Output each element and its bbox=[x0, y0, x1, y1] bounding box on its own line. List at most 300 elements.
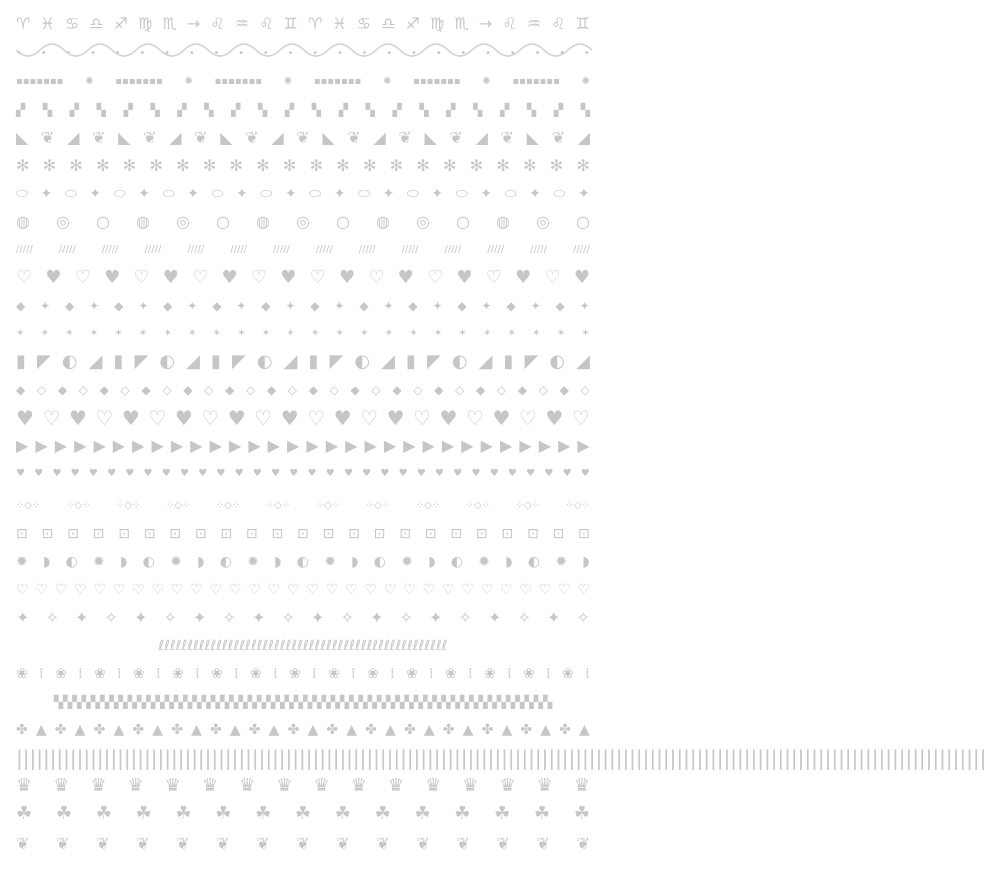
outline-hearts-row-glyph: ♡ bbox=[422, 582, 436, 598]
geometric-row-glyph: ◤ bbox=[524, 351, 539, 372]
leaves-row-glyph: ☘ bbox=[494, 803, 511, 824]
wave-line bbox=[16, 42, 590, 66]
sparkle-row-glyph: ✦ bbox=[75, 608, 89, 627]
diagonal-stripes-row bbox=[16, 238, 590, 262]
wave-dots-row-glyph: • bbox=[139, 48, 146, 59]
checker-clusters-row-glyph: ▞ bbox=[446, 103, 456, 117]
diamond-dense-row-glyph: ◇ bbox=[36, 383, 47, 397]
rose-row-glyph: ❀ bbox=[289, 666, 301, 682]
rose-row-glyph: ❀ bbox=[484, 666, 496, 682]
dots-flower-row-glyph: ▪▪▪▪▪▪▪ bbox=[115, 76, 163, 87]
triangles-row-glyph: ▶ bbox=[461, 436, 474, 455]
butterfly-row-glyph: ◢ bbox=[475, 128, 488, 147]
triangles-row-glyph: ▶ bbox=[577, 436, 590, 455]
rose-row-glyph: ❀ bbox=[523, 666, 535, 682]
triangles-row-glyph: ▶ bbox=[422, 436, 435, 455]
diamond-chain-row-glyph: ✦ bbox=[579, 299, 590, 313]
diamond-dense-row-glyph: ◆ bbox=[183, 383, 193, 397]
sun-moon-row-glyph: ◗ bbox=[582, 554, 590, 570]
loops-row bbox=[16, 634, 590, 658]
circles-row bbox=[16, 210, 590, 234]
sparkle-row-glyph: ✧ bbox=[399, 608, 413, 627]
checker-clusters-row-glyph: ▚ bbox=[419, 103, 429, 117]
checker-clusters-row-glyph: ▞ bbox=[553, 103, 564, 117]
sun-moon-row-glyph: ◗ bbox=[120, 554, 128, 570]
leaves-row-glyph: ☘ bbox=[55, 803, 72, 824]
outline-hearts-row-glyph: ♡ bbox=[170, 582, 184, 598]
feet-row-glyph: ❦ bbox=[376, 834, 390, 853]
diagonal-stripes-row-glyph: ///// bbox=[315, 244, 333, 255]
big-hearts-row-glyph: ♥ bbox=[280, 406, 299, 430]
diamond-dense-row-glyph: ◆ bbox=[559, 383, 569, 397]
dots-flower-row-glyph: ✺ bbox=[85, 76, 94, 87]
clover-triangle-row-glyph: ▲ bbox=[35, 722, 47, 738]
butterfly-row-glyph: ◣ bbox=[220, 128, 233, 147]
clover-triangle-row-glyph: ▲ bbox=[113, 722, 125, 738]
round-flower-row-glyph: ✻ bbox=[496, 156, 510, 175]
outline-hearts-row-glyph: ♡ bbox=[228, 582, 242, 598]
sparkle-row-glyph: ✧ bbox=[576, 608, 590, 627]
framed-hearts-row-glyph: ⊡ bbox=[41, 526, 54, 542]
butterfly-row-glyph: ❦ bbox=[551, 128, 566, 147]
round-flower-row-glyph: ✻ bbox=[69, 156, 83, 175]
round-flower-row-glyph: ✻ bbox=[549, 156, 564, 175]
dashed-stars-row-glyph: ✶ bbox=[212, 328, 222, 339]
diamond-dense-row-glyph: ◆ bbox=[350, 383, 360, 397]
diamond-dense-row-glyph: ◇ bbox=[245, 383, 256, 397]
feet-row-glyph: ❦ bbox=[176, 834, 190, 853]
leaf-link-row-glyph: ✦ bbox=[235, 186, 248, 202]
rose-row-glyph: ⁞ bbox=[273, 666, 278, 682]
framed-hearts-row-glyph: ⊡ bbox=[501, 526, 514, 542]
feet-row-glyph: ❦ bbox=[56, 834, 70, 853]
wave-dots-row-glyph: • bbox=[213, 48, 220, 59]
sun-moon-row-glyph: ◐ bbox=[373, 554, 386, 570]
framed-hearts-row-glyph: ⊡ bbox=[271, 526, 284, 542]
framed-hearts-row-glyph: ⊡ bbox=[67, 526, 79, 542]
zodiac-row-glyph: ♈ bbox=[307, 14, 323, 33]
dotted-diamond-row-glyph: ⁘◇⁘ bbox=[465, 500, 491, 511]
big-hearts-row-glyph: ♥ bbox=[545, 406, 564, 430]
framed-hearts-row-glyph: ⊡ bbox=[194, 526, 207, 542]
sun-moon-row bbox=[16, 550, 590, 574]
geometric-row-glyph: ◤ bbox=[231, 351, 246, 372]
framed-hearts-row-glyph: ⊡ bbox=[373, 526, 386, 542]
wave-dots-row-glyph: • bbox=[534, 48, 541, 59]
leaf-link-row-glyph: ✦ bbox=[480, 186, 493, 202]
rose-row bbox=[16, 662, 590, 686]
leaf-link-row-glyph: ✦ bbox=[382, 186, 395, 202]
geometric-row-glyph: ◢ bbox=[576, 351, 590, 372]
round-flower-row-glyph: ✻ bbox=[309, 156, 323, 175]
diamond-chain-row-glyph: ✦ bbox=[383, 299, 394, 313]
outline-hearts-row-glyph: ♡ bbox=[558, 582, 571, 598]
checker-clusters-row-glyph: ▞ bbox=[392, 103, 402, 117]
small-hearts-row-glyph: ♥ bbox=[343, 468, 353, 479]
small-hearts-row-glyph: ♥ bbox=[471, 468, 481, 479]
diamond-dense-row-glyph: ◆ bbox=[225, 383, 235, 397]
outline-hearts-row-glyph: ♡ bbox=[209, 582, 223, 598]
clover-triangle-row-glyph: ✤ bbox=[16, 722, 28, 738]
zodiac-row-glyph: ♒ bbox=[234, 14, 250, 33]
zodiac-row-glyph: ♍ bbox=[429, 14, 445, 33]
triangles-row-glyph: ▶ bbox=[170, 436, 184, 455]
triangles-row-glyph: ▶ bbox=[16, 436, 29, 455]
clover-triangle-row-glyph: ▲ bbox=[346, 722, 358, 738]
diamond-dense-row-glyph: ◆ bbox=[434, 383, 444, 397]
framed-hearts-row-glyph: ⊡ bbox=[322, 526, 335, 542]
wave-dots-row-glyph: • bbox=[435, 48, 442, 59]
butterfly-row-glyph: ◣ bbox=[118, 128, 131, 147]
leaf-link-row-glyph: ⬭ bbox=[16, 186, 28, 202]
round-flower-row-glyph: ✻ bbox=[122, 156, 137, 175]
diamond-chain-row-glyph: ✦ bbox=[138, 299, 149, 313]
feet-row-glyph: ❦ bbox=[536, 834, 550, 853]
small-hearts-row-glyph: ♥ bbox=[325, 468, 335, 479]
triangles-row-glyph: ▶ bbox=[35, 436, 48, 455]
rose-row-glyph: ⁞ bbox=[312, 666, 317, 682]
sparkle-row-glyph: ✦ bbox=[488, 608, 502, 627]
diamond-dense-row-glyph: ◇ bbox=[329, 383, 339, 397]
diagonal-stripes-row-glyph: ///// bbox=[187, 244, 205, 255]
leaves-row-glyph: ☘ bbox=[135, 803, 152, 824]
dashed-stars-row-glyph: ✶ bbox=[40, 328, 49, 339]
sparkle-row-glyph: ✦ bbox=[193, 608, 207, 627]
clover-triangle-row-glyph: ✤ bbox=[248, 722, 261, 738]
sparkle-row-glyph: ✧ bbox=[222, 608, 236, 627]
hearts-wave-row-glyph: ♡ bbox=[250, 267, 268, 288]
big-hearts-row-glyph: ♡ bbox=[571, 406, 590, 430]
diamond-chain-row-glyph: ✦ bbox=[187, 299, 198, 313]
sparkle-row-glyph: ✦ bbox=[252, 608, 266, 627]
leaf-link-row-glyph: ⬭ bbox=[113, 186, 126, 202]
leaves-row-glyph: ☘ bbox=[16, 803, 33, 824]
outline-hearts-row-glyph: ♡ bbox=[112, 582, 126, 598]
dashed-stars-row-glyph: ✶ bbox=[310, 328, 320, 339]
barcode-row bbox=[16, 746, 986, 770]
triangles-row-glyph: ▶ bbox=[93, 436, 106, 455]
small-hearts-row-glyph: ♥ bbox=[489, 468, 499, 479]
small-hearts-row-glyph: ♥ bbox=[161, 468, 171, 479]
butterfly-row-glyph: ◢ bbox=[169, 128, 182, 147]
triangles-row-glyph: ▶ bbox=[441, 436, 455, 455]
dots-flower-row-glyph: ✺ bbox=[184, 76, 193, 87]
geometric-row-glyph: ◐ bbox=[159, 351, 176, 372]
leaf-link-row-glyph: ⬭ bbox=[309, 186, 322, 202]
clover-triangle-row-glyph: ✤ bbox=[209, 722, 222, 738]
circles-row-glyph: ○ bbox=[456, 212, 470, 231]
sun-moon-row-glyph: ✹ bbox=[16, 554, 28, 570]
outline-hearts-row-glyph: ♡ bbox=[287, 582, 300, 598]
zodiac-row bbox=[16, 12, 590, 36]
dashed-stars-row-glyph: ✶ bbox=[261, 328, 271, 339]
wave-dots-row-glyph: • bbox=[312, 48, 319, 59]
sun-moon-row-glyph: ✹ bbox=[478, 554, 491, 570]
clover-triangle-row-glyph: ▲ bbox=[579, 722, 590, 738]
wave-dots-row-glyph: • bbox=[460, 48, 467, 59]
round-flower-row-glyph: ✻ bbox=[362, 156, 377, 175]
wave-dots-row-glyph: • bbox=[509, 48, 516, 59]
leaf-link-row bbox=[16, 182, 590, 206]
sparkle-row-glyph: ✦ bbox=[370, 608, 384, 627]
wave-dots-row-glyph: • bbox=[188, 48, 195, 59]
clover-triangle-row-glyph: ✤ bbox=[442, 722, 455, 738]
big-hearts-row-glyph: ♡ bbox=[360, 406, 379, 430]
outline-hearts-row-glyph: ♡ bbox=[93, 582, 106, 598]
small-hearts-row-glyph: ♥ bbox=[16, 468, 25, 479]
circles-row-glyph: ◍ bbox=[256, 212, 270, 231]
outline-hearts-row-glyph: ♡ bbox=[151, 582, 165, 598]
checker-clusters-row-glyph: ▞ bbox=[123, 103, 133, 117]
zodiac-row-glyph: ♐ bbox=[405, 14, 420, 33]
big-hearts-row-glyph: ♡ bbox=[42, 406, 61, 430]
triangles-row-glyph: ▶ bbox=[287, 436, 300, 455]
clover-triangle-row-glyph: ▲ bbox=[423, 722, 435, 738]
outline-hearts-row-glyph: ♡ bbox=[74, 582, 87, 598]
wave-dots-row-glyph: • bbox=[336, 48, 343, 59]
rose-row-glyph: ⁞ bbox=[234, 666, 239, 682]
clover-triangle-row-glyph: ✤ bbox=[520, 722, 533, 738]
diamond-chain-row-glyph: ◆ bbox=[114, 299, 124, 313]
dashed-stars-row-glyph: ✶ bbox=[532, 328, 541, 339]
leaf-link-row-glyph: ✦ bbox=[578, 186, 590, 202]
sparkle-row-glyph: ✧ bbox=[45, 608, 59, 627]
triangles-row-glyph: ▶ bbox=[325, 436, 339, 455]
leaves-row-glyph: ☘ bbox=[573, 803, 590, 824]
geometric-row-glyph: ◐ bbox=[451, 351, 468, 372]
dotted-diamond-row-glyph: ⁘◇⁘ bbox=[515, 500, 540, 511]
outline-hearts-row-glyph: ♡ bbox=[345, 582, 358, 598]
diamond-chain-row-glyph: ✦ bbox=[89, 299, 100, 313]
dashed-stars-row-glyph: ✶ bbox=[188, 328, 197, 339]
geometric-row-glyph: ▮ bbox=[406, 351, 416, 372]
sun-moon-row-glyph: ◗ bbox=[274, 554, 282, 570]
outline-hearts-row-glyph: ♡ bbox=[403, 582, 416, 598]
round-flower-row-glyph: ✻ bbox=[96, 156, 110, 175]
diagonal-stripes-row-glyph: ///// bbox=[144, 244, 162, 255]
checker-clusters-row-glyph: ▚ bbox=[580, 103, 590, 117]
sun-moon-row-glyph: ◗ bbox=[42, 554, 51, 570]
checker-clusters-row-glyph: ▞ bbox=[231, 103, 241, 117]
big-hearts-row-glyph: ♥ bbox=[227, 406, 246, 430]
circles-row-glyph: ○ bbox=[576, 212, 590, 231]
sparkle-row-glyph: ✧ bbox=[281, 608, 295, 627]
diamond-chain-row-glyph: ◆ bbox=[65, 299, 75, 313]
sun-moon-row-glyph: ✹ bbox=[170, 554, 182, 570]
butterfly-row-glyph: ◣ bbox=[424, 128, 437, 147]
checker-clusters-row-glyph: ▚ bbox=[258, 103, 268, 117]
small-hearts-row-glyph: ♥ bbox=[435, 468, 444, 479]
outline-hearts-row-glyph: ♡ bbox=[577, 582, 590, 598]
dots-flower-row-glyph: ✺ bbox=[383, 76, 392, 87]
diamond-chain-row-glyph: ✦ bbox=[40, 299, 51, 313]
small-hearts-row-glyph: ♥ bbox=[380, 468, 390, 479]
round-flower-row-glyph: ✻ bbox=[42, 156, 57, 175]
small-hearts-row-glyph: ♥ bbox=[34, 468, 44, 479]
dashed-stars-row-glyph: ✶ bbox=[286, 328, 295, 339]
sun-moon-row-glyph: ◐ bbox=[450, 554, 464, 570]
triangles-row-glyph: ▶ bbox=[480, 436, 493, 455]
crown-row-glyph: ♛ bbox=[425, 775, 442, 796]
geometric-row bbox=[16, 350, 590, 374]
diamond-dense-row-glyph: ◆ bbox=[308, 383, 318, 397]
geometric-row-glyph: ▮ bbox=[503, 351, 514, 372]
leaves-row-glyph: ☘ bbox=[294, 803, 312, 824]
round-flower-row-glyph: ✻ bbox=[389, 156, 404, 175]
sun-moon-row-glyph: ✹ bbox=[93, 554, 105, 570]
butterfly-row-glyph: ◢ bbox=[271, 128, 284, 147]
hearts-wave-row-glyph: ♥ bbox=[397, 267, 414, 288]
framed-hearts-row-glyph: ⊡ bbox=[578, 526, 590, 542]
crown-row-glyph: ♛ bbox=[536, 775, 553, 796]
outline-hearts-row bbox=[16, 578, 590, 602]
leaf-link-row-glyph: ⬭ bbox=[260, 186, 273, 202]
big-hearts-row-glyph: ♡ bbox=[307, 406, 326, 430]
diamond-dense-row bbox=[16, 378, 590, 402]
wave-dots-row-glyph: • bbox=[65, 48, 72, 59]
triangles-row-glyph: ▶ bbox=[54, 436, 68, 455]
leaves-row-glyph: ☘ bbox=[454, 803, 471, 824]
small-hearts-row bbox=[16, 462, 590, 486]
outline-hearts-row-glyph: ♡ bbox=[267, 582, 281, 598]
feet-row-glyph: ❦ bbox=[456, 834, 470, 853]
geometric-row-glyph: ◢ bbox=[478, 351, 493, 372]
outline-hearts-row-glyph: ♡ bbox=[190, 582, 203, 598]
round-flower-row-glyph: ✻ bbox=[149, 156, 163, 175]
diamond-dense-row-glyph: ◆ bbox=[392, 383, 402, 397]
rose-row-glyph: ⁞ bbox=[78, 666, 83, 682]
triangles-row-glyph: ▶ bbox=[558, 436, 571, 455]
sparkle-row-glyph: ✧ bbox=[163, 608, 177, 627]
leaf-link-row-glyph: ✦ bbox=[431, 186, 444, 202]
clover-triangle-row-glyph: ▲ bbox=[191, 722, 202, 738]
leaf-link-row-glyph: ✦ bbox=[187, 186, 199, 202]
diamond-chain-row-glyph: ◆ bbox=[16, 299, 26, 313]
small-hearts-row-glyph: ♥ bbox=[562, 468, 572, 479]
circles-row-glyph: ○ bbox=[96, 212, 110, 231]
big-hearts-row bbox=[16, 406, 590, 430]
sparkle-row-glyph: ✦ bbox=[311, 608, 325, 627]
checker-clusters-row-glyph: ▚ bbox=[96, 103, 106, 117]
outline-hearts-row-glyph: ♡ bbox=[35, 582, 48, 598]
rose-row-glyph: ⁞ bbox=[468, 666, 473, 682]
outline-hearts-row-glyph: ♡ bbox=[248, 582, 261, 598]
zodiac-row-glyph: ♎ bbox=[381, 14, 396, 33]
circles-row-glyph: ○ bbox=[336, 212, 350, 231]
diamond-dense-row-glyph: ◆ bbox=[266, 383, 277, 397]
diamond-chain-row-glyph: ◆ bbox=[163, 299, 173, 313]
wave-dots-row-glyph: • bbox=[287, 48, 294, 59]
round-flower-row-glyph: ✻ bbox=[256, 156, 270, 175]
circles-row-glyph: ◍ bbox=[136, 212, 150, 231]
circles-row-glyph: ◍ bbox=[16, 212, 30, 231]
dashed-stars-row-glyph: ✶ bbox=[138, 328, 148, 339]
framed-hearts-row-glyph: ⊡ bbox=[348, 526, 360, 542]
leaves-row bbox=[16, 802, 590, 826]
checker-clusters-row-glyph: ▞ bbox=[177, 103, 187, 117]
diamond-chain-row-glyph: ✦ bbox=[481, 299, 492, 313]
rose-row-glyph: ⁞ bbox=[390, 666, 395, 682]
clover-triangle-row-glyph: ✤ bbox=[93, 722, 106, 738]
wave-dots-row-glyph: • bbox=[559, 48, 566, 59]
sun-moon-row-glyph: ◗ bbox=[505, 554, 513, 570]
hearts-wave-row-glyph: ♡ bbox=[133, 267, 150, 288]
framed-hearts-row-glyph: ⊡ bbox=[450, 526, 463, 542]
clover-triangle-row-glyph: ✤ bbox=[287, 722, 300, 738]
big-hearts-row-glyph: ♥ bbox=[68, 406, 87, 430]
diagonal-stripes-row-glyph: ///// bbox=[58, 244, 76, 255]
wave-dots-row-glyph: • bbox=[583, 48, 590, 59]
hearts-wave-row-glyph: ♡ bbox=[309, 267, 326, 288]
dotted-diamond-row-glyph: ⁘◇⁘ bbox=[265, 500, 291, 511]
rose-row-glyph: ❀ bbox=[16, 666, 28, 682]
outline-hearts-row-glyph: ♡ bbox=[461, 582, 474, 598]
clover-triangle-row-glyph: ▲ bbox=[385, 722, 396, 738]
dashed-stars-row-glyph: ✶ bbox=[163, 328, 172, 339]
clover-triangle-row-glyph: ▲ bbox=[229, 722, 241, 738]
checker-clusters-row-glyph: ▚ bbox=[365, 103, 375, 117]
wave-dots-row-glyph: • bbox=[90, 48, 96, 59]
sun-moon-row-glyph: ✹ bbox=[324, 554, 336, 570]
crown-row-glyph: ♛ bbox=[462, 775, 479, 796]
geometric-row-glyph: ◢ bbox=[283, 351, 298, 372]
rose-row-glyph: ⁞ bbox=[507, 666, 512, 682]
framed-hearts-row-glyph: ⊡ bbox=[399, 526, 411, 542]
triangles-row-glyph: ▶ bbox=[519, 436, 532, 455]
big-hearts-row-glyph: ♥ bbox=[386, 406, 405, 430]
leaf-link-row-glyph: ✦ bbox=[529, 186, 541, 202]
leaf-link-row-glyph: ✦ bbox=[284, 186, 297, 202]
rose-row-glyph: ❀ bbox=[133, 666, 145, 682]
framed-hearts-row-glyph: ⊡ bbox=[92, 526, 105, 542]
feet-row-glyph: ❦ bbox=[16, 834, 30, 853]
clover-triangle-row-glyph: ✤ bbox=[481, 722, 494, 738]
wave-dots-row-glyph: • bbox=[114, 48, 121, 59]
sparkle-row-glyph: ✦ bbox=[429, 608, 443, 627]
diamond-chain-row-glyph: ✦ bbox=[236, 299, 247, 313]
small-hearts-row-glyph: ♥ bbox=[52, 468, 62, 479]
small-hearts-row-glyph: ♥ bbox=[362, 468, 372, 479]
wave-dots-row-glyph: • bbox=[40, 48, 47, 59]
geometric-row-glyph: ◢ bbox=[381, 351, 395, 372]
framed-hearts-row-glyph: ⊡ bbox=[552, 526, 565, 542]
hearts-wave-row-glyph: ♥ bbox=[280, 267, 297, 288]
zodiac-row-glyph: → bbox=[186, 14, 201, 33]
diamond-dense-row-glyph: ◆ bbox=[141, 383, 151, 397]
small-hearts-row-glyph: ♥ bbox=[107, 468, 117, 479]
circles-row-glyph: ◍ bbox=[376, 212, 390, 231]
triangles-row-glyph: ▶ bbox=[209, 436, 222, 455]
round-flower-row bbox=[16, 154, 590, 178]
round-flower-row-glyph: ✻ bbox=[469, 156, 484, 175]
diamond-dense-row-glyph: ◆ bbox=[475, 383, 486, 397]
rose-row-glyph: ⁞ bbox=[156, 666, 161, 682]
dots-flower-row-glyph: ▪▪▪▪▪▪▪ bbox=[16, 76, 64, 87]
geometric-row-glyph: ◐ bbox=[61, 351, 78, 372]
dotted-diamond-row bbox=[16, 494, 590, 518]
leaves-row-glyph: ☘ bbox=[414, 803, 431, 824]
small-hearts-row-glyph: ♥ bbox=[179, 468, 189, 479]
rose-row-glyph: ❀ bbox=[250, 666, 262, 682]
big-hearts-row-glyph: ♥ bbox=[174, 406, 193, 430]
dashed-stars-row-glyph: ✶ bbox=[581, 328, 590, 339]
diamond-chain-row-glyph: ✦ bbox=[285, 299, 296, 313]
small-hearts-row-glyph: ♥ bbox=[252, 468, 262, 479]
small-hearts-row-glyph: ♥ bbox=[453, 468, 463, 479]
round-flower-row-glyph: ✻ bbox=[229, 156, 243, 175]
feet-row-glyph: ❦ bbox=[296, 834, 310, 853]
zodiac-row-glyph: ♊ bbox=[575, 14, 590, 33]
